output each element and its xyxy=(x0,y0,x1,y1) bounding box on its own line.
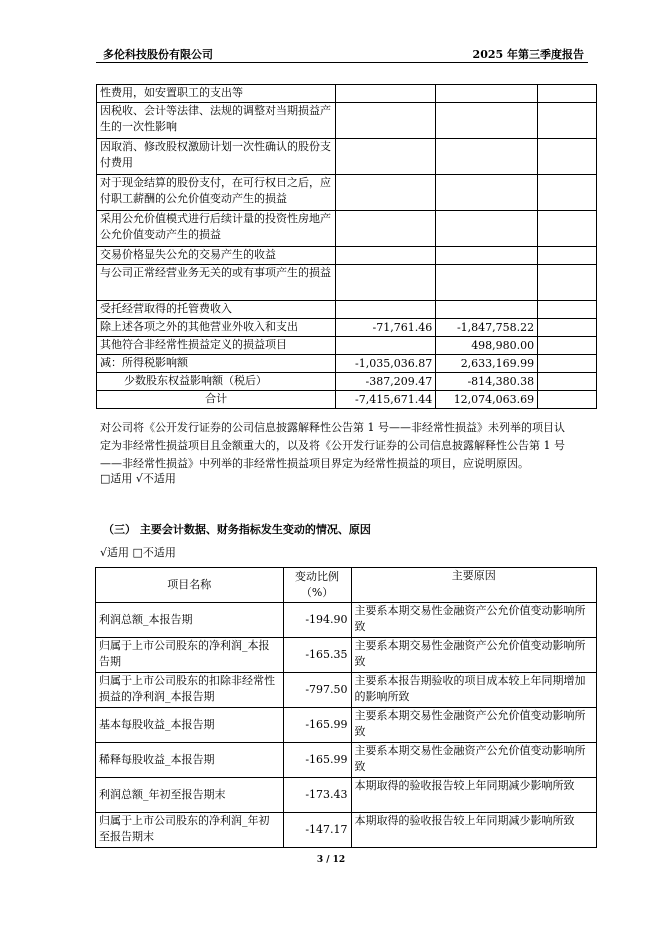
explanation-paragraph xyxy=(100,419,592,473)
ytd-value-cell: -1,847,758.22 xyxy=(436,319,538,337)
ytd-value-cell xyxy=(436,211,538,247)
table-row xyxy=(96,813,597,848)
page-number: 3 / 12 xyxy=(316,855,346,865)
company-name: 多伦科技股份有限公司 xyxy=(103,48,213,61)
reason-cell: 本期取得的验收报告较上年同期减少影响所致 xyxy=(351,813,596,848)
table-row xyxy=(97,373,597,391)
section-title: （三） 主要会计数据、财务指标发生变动的情况、原因 xyxy=(103,523,371,536)
q3-value-cell xyxy=(336,139,436,175)
change-ratio-cell: -165.99 xyxy=(283,708,351,743)
table-row xyxy=(97,355,597,373)
change-ratio-cell: -147.17 xyxy=(283,813,351,848)
note-cell xyxy=(538,247,597,265)
item-name-cell: 利润总额_年初至报告期末 xyxy=(96,778,284,813)
table-row xyxy=(97,139,597,175)
item-cell: 交易价格显失公允的交易产生的收益 xyxy=(97,247,336,265)
reason-cell: 主要系本期交易性金融资产公允价值变动影响所致 xyxy=(351,603,596,638)
note-cell xyxy=(538,175,597,211)
note-cell xyxy=(538,85,597,103)
note-cell xyxy=(538,337,597,355)
item-cell: 其他符合非经常性损益定义的损益项目 xyxy=(97,337,336,355)
note-cell xyxy=(538,211,597,247)
header-ratio-line2: （%） xyxy=(300,586,334,599)
total-row xyxy=(97,391,597,409)
item-cell: 因取消、修改股权激励计划一次性确认的股份支付费用 xyxy=(97,139,336,175)
ytd-value-cell: 2,633,169.99 xyxy=(436,355,538,373)
note-cell xyxy=(538,265,597,301)
nonrecurring-items-table xyxy=(96,84,597,409)
item-name-cell: 利润总额_本报告期 xyxy=(96,603,284,638)
table-header-row xyxy=(96,568,597,603)
note-cell xyxy=(538,391,597,409)
note-cell xyxy=(538,139,597,175)
applicability-checkbox: □适用 √不适用 xyxy=(100,472,176,485)
reason-cell: 主要系本期交易性金融资产公允价值变动影响所致 xyxy=(351,743,596,778)
ytd-value-cell xyxy=(436,175,538,211)
item-name-cell: 归属于上市公司股东的扣除非经常性损益的净利润_本报告期 xyxy=(96,673,284,708)
section-applicability-checkbox: √适用 □不适用 xyxy=(100,546,176,559)
change-ratio-cell: -797.50 xyxy=(283,673,351,708)
item-name-cell: 稀释每股收益_本报告期 xyxy=(96,743,284,778)
change-ratio-cell: -194.90 xyxy=(283,603,351,638)
report-title: 2025 年第三季度报告 xyxy=(472,48,584,61)
q3-value-cell xyxy=(336,211,436,247)
item-cell: 除上述各项之外的其他营业外收入和支出 xyxy=(97,319,336,337)
q3-value-cell xyxy=(336,337,436,355)
item-cell: 与公司正常经营业务无关的或有事项产生的损益 xyxy=(97,265,336,301)
total-label: 合计 xyxy=(97,391,336,409)
ytd-value-cell xyxy=(436,139,538,175)
q3-value-cell xyxy=(336,103,436,139)
note-cell xyxy=(538,319,597,337)
item-cell: 对于现金结算的股份支付，在可行权日之后，应付职工薪酬的公允价值变动产生的损益 xyxy=(97,175,336,211)
note-cell xyxy=(538,373,597,391)
note-cell xyxy=(538,355,597,373)
change-ratio-cell: -165.99 xyxy=(283,743,351,778)
note-cell xyxy=(538,103,597,139)
q3-value-cell xyxy=(336,265,436,301)
reason-cell: 本期取得的验收报告较上年同期减少影响所致 xyxy=(351,778,596,813)
table-row xyxy=(97,211,597,247)
ytd-value-cell xyxy=(436,265,538,301)
item-name-cell: 归属于上市公司股东的净利润_年初至报告期末 xyxy=(96,813,284,848)
item-cell: 因税收、会计等法律、法规的调整对当期损益产生的一次性影响 xyxy=(97,103,336,139)
ytd-value-cell xyxy=(436,85,538,103)
header-item-name: 项目名称 xyxy=(96,568,284,603)
header-change-ratio xyxy=(283,568,351,603)
table-row xyxy=(97,337,597,355)
reason-cell: 主要系本期交易性金融资产公允价值变动影响所致 xyxy=(351,708,596,743)
note-cell xyxy=(538,301,597,319)
table-row xyxy=(96,778,597,813)
q3-value-cell xyxy=(336,301,436,319)
table-row xyxy=(96,673,597,708)
table-row xyxy=(97,247,597,265)
reason-cell: 主要系本报告期验收的项目成本较上年同期增加的影响所致 xyxy=(351,673,596,708)
ytd-value-cell xyxy=(436,103,538,139)
item-name-cell: 基本每股收益_本报告期 xyxy=(96,708,284,743)
header-reason: 主要原因 xyxy=(351,568,596,603)
table-row xyxy=(96,603,597,638)
paragraph-line: 定为非经常性损益项目且金额重大的，以及将《公开发行证券的公司信息披露解释性公告第 1 号 xyxy=(100,439,565,452)
table-row xyxy=(97,175,597,211)
change-ratio-cell: -173.43 xyxy=(283,778,351,813)
table-row xyxy=(97,319,597,337)
ytd-value-cell xyxy=(436,301,538,319)
q3-value-cell xyxy=(336,85,436,103)
item-cell: 性费用，如安置职工的支出等 xyxy=(97,85,336,103)
q3-value-cell: -1,035,036.87 xyxy=(336,355,436,373)
table-row xyxy=(97,103,597,139)
ytd-value-cell xyxy=(436,247,538,265)
table-row xyxy=(97,85,597,103)
q3-value-cell xyxy=(336,247,436,265)
item-cell: 采用公允价值模式进行后续计量的投资性房地产公允价值变动产生的损益 xyxy=(97,211,336,247)
reason-cell: 主要系本期交易性金融资产公允价值变动影响所致 xyxy=(351,638,596,673)
item-cell: 少数股东权益影响额（税后） xyxy=(97,373,336,391)
item-cell: 受托经营取得的托管费收入 xyxy=(97,301,336,319)
table-row xyxy=(97,301,597,319)
table-row xyxy=(96,708,597,743)
ytd-value-cell: -814,380.38 xyxy=(436,373,538,391)
table-row xyxy=(97,265,597,301)
paragraph-line: 对公司将《公开发行证券的公司信息披露解释性公告第 1 号——非经常性损益》未列举的项目认 xyxy=(100,421,565,434)
table-row xyxy=(96,638,597,673)
item-cell: 减：所得税影响额 xyxy=(97,355,336,373)
table-row xyxy=(96,743,597,778)
paragraph-line: ——非经常性损益》中列举的非经常性损益项目界定为经常性损益的项目，应说明原因。 xyxy=(100,457,529,470)
ytd-value-cell: 498,980.00 xyxy=(436,337,538,355)
total-ytd-value: 12,074,063.69 xyxy=(436,391,538,409)
header-divider xyxy=(96,62,588,63)
q3-value-cell: -387,209.47 xyxy=(336,373,436,391)
header-ratio-line1: 变动比例 xyxy=(295,570,340,583)
q3-value-cell: -71,761.46 xyxy=(336,319,436,337)
item-name-cell: 归属于上市公司股东的净利润_本报告期 xyxy=(96,638,284,673)
key-changes-table xyxy=(95,567,597,848)
q3-value-cell xyxy=(336,175,436,211)
change-ratio-cell: -165.35 xyxy=(283,638,351,673)
total-q3-value: -7,415,671.44 xyxy=(336,391,436,409)
